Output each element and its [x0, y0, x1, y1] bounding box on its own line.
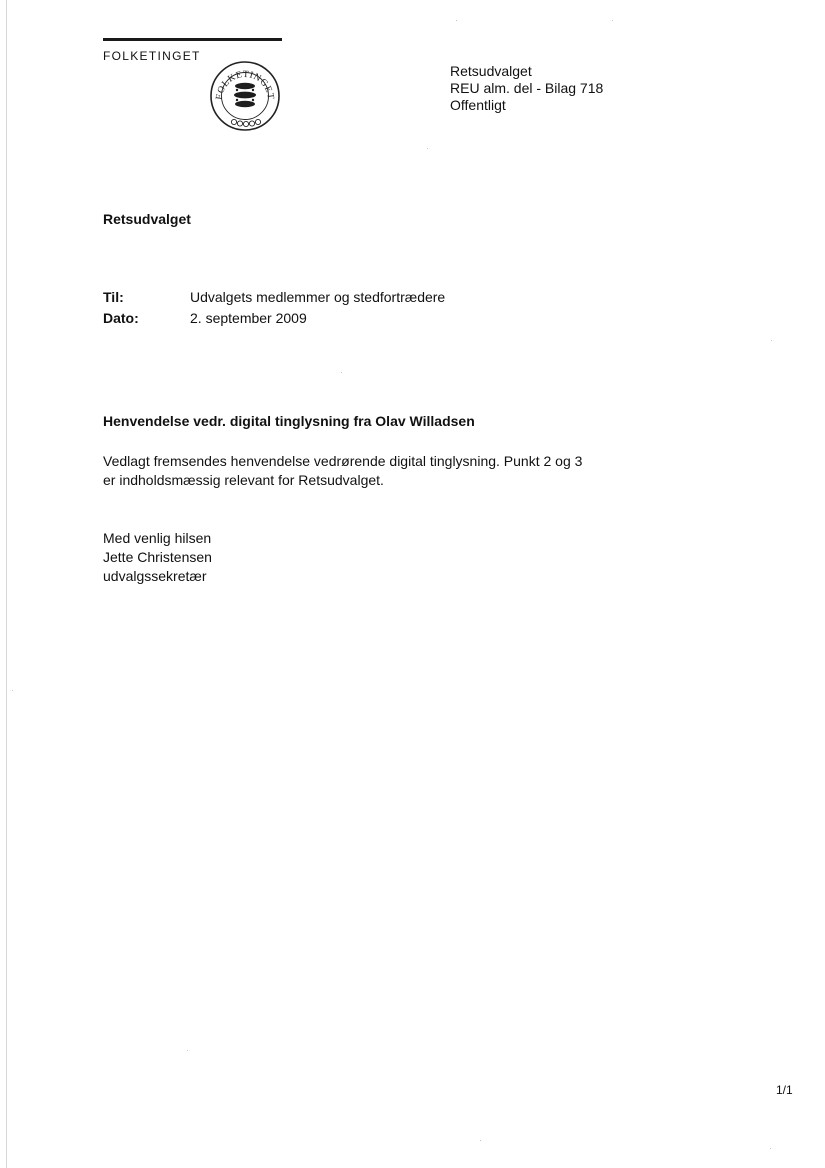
- svg-text:FOLKETINGET: FOLKETINGET: [214, 69, 276, 101]
- header-rule: [103, 38, 282, 41]
- document-reference: [450, 63, 603, 114]
- scan-speck: [771, 340, 772, 341]
- body-line: Vedlagt fremsendes henvendelse vedrørende digital tinglysning. Punkt 2 og 3: [103, 453, 583, 469]
- body-paragraph: [103, 452, 582, 490]
- signer-title: udvalgssekretær: [103, 568, 207, 584]
- scan-speck: [427, 148, 428, 149]
- scan-page-edge: [6, 0, 7, 1168]
- recipient-row: [103, 289, 445, 305]
- subject-heading: Henvendelse vedr. digital tinglysning fra Olav Willadsen: [103, 413, 475, 429]
- date-value: 2. september 2009: [190, 310, 307, 326]
- scan-speck: [12, 690, 13, 691]
- closing-greeting: Med venlig hilsen: [103, 530, 212, 546]
- reference-committee: Retsudvalget: [450, 63, 532, 79]
- scan-speck: [480, 1140, 481, 1141]
- recipient-value: Udvalgets medlemmer og stedfortrædere: [190, 289, 446, 305]
- recipient-label: Til:: [103, 289, 124, 305]
- scan-speck: [187, 1050, 188, 1051]
- date-label: Dato:: [103, 310, 139, 326]
- signer-name: Jette Christensen: [103, 549, 212, 565]
- scan-speck: [456, 20, 457, 21]
- parliament-seal-logo: [209, 60, 281, 132]
- body-line: er indholdsmæssig relevant for Retsudvalget.: [103, 472, 384, 488]
- committee-heading: Retsudvalget: [103, 211, 191, 227]
- scan-speck: [341, 372, 342, 373]
- page-number: 1/1: [776, 1083, 793, 1097]
- scan-speck: [770, 1148, 771, 1149]
- signature-block: [103, 529, 212, 586]
- date-row: [103, 310, 307, 326]
- reference-status: Offentligt: [450, 97, 506, 113]
- org-name: FOLKETINGET: [103, 49, 201, 63]
- reference-id: REU alm. del - Bilag 718: [450, 80, 604, 96]
- scan-speck: [612, 20, 613, 21]
